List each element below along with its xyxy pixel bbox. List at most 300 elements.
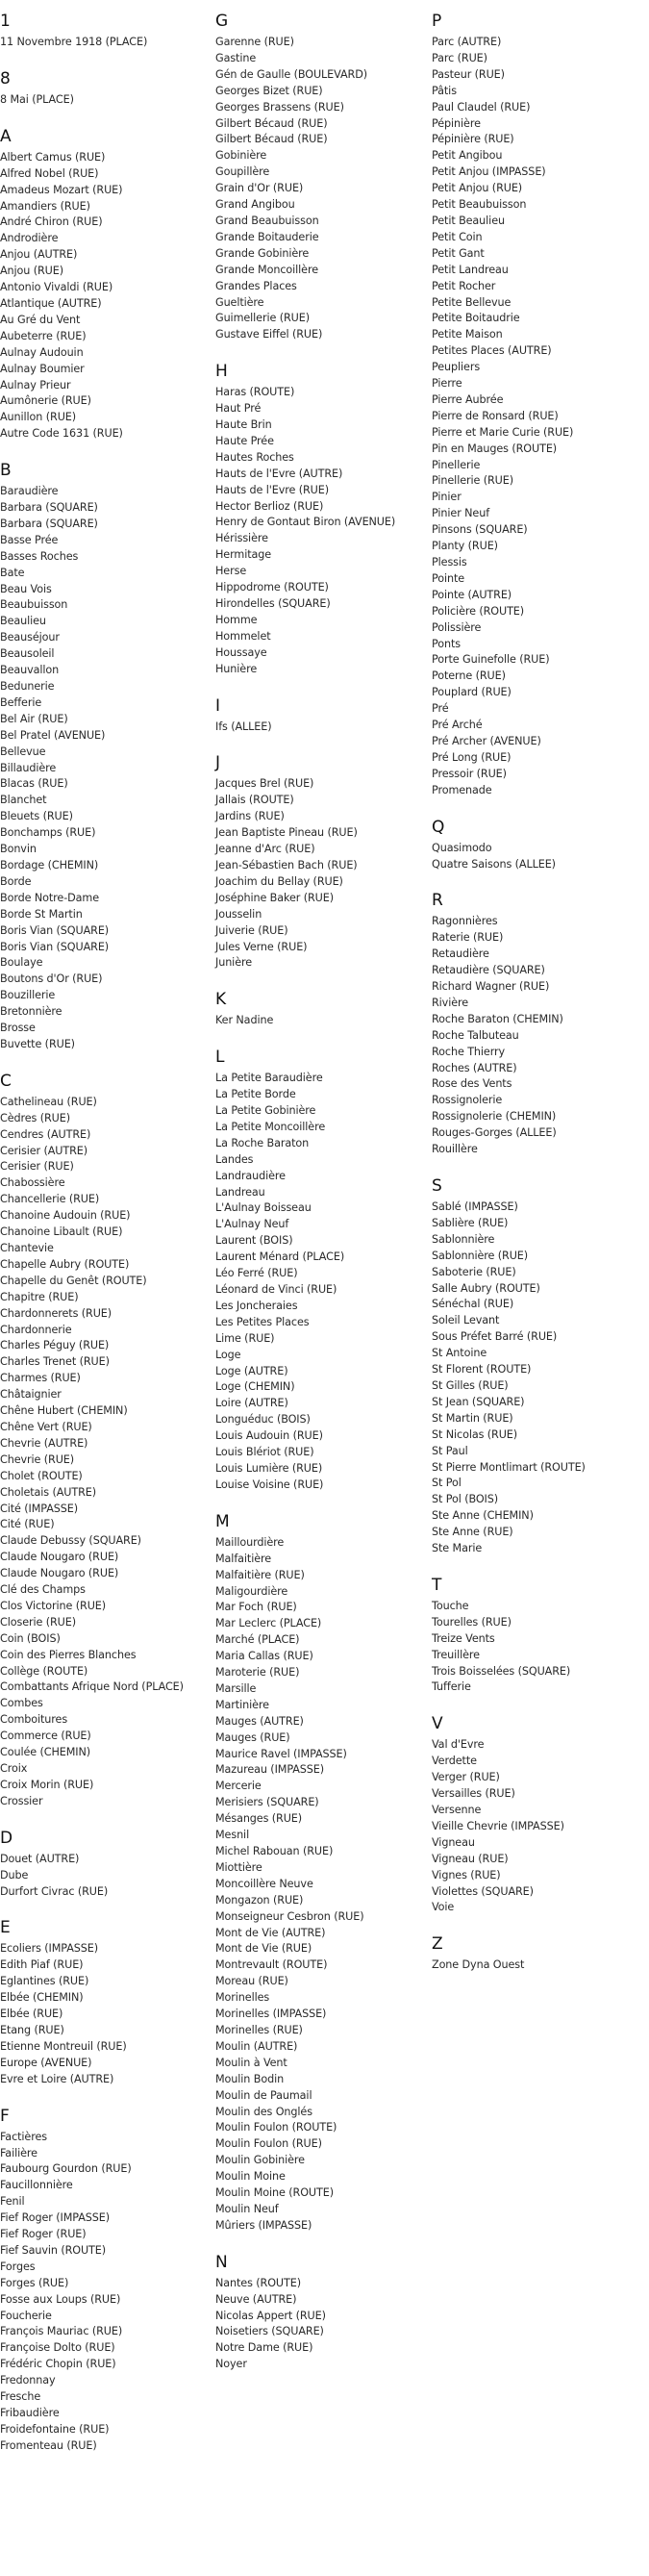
street-name-item: Clos Victorine (RUE) [0,1599,107,1612]
street-name-item: François Mauriac (RUE) [0,2325,123,2338]
street-name-item: Mar Foch (RUE) [215,1601,297,1614]
street-name-item: Mar Leclerc (PLACE) [215,1617,322,1630]
street-name-item: Moncoillère Neuve [215,1877,313,1890]
street-name-item: Pouplard (RUE) [432,686,512,699]
street-name-item: Miottière [215,1860,262,1874]
street-name-item: Chabossière [0,1176,65,1190]
street-name-item: Sénéchal (RUE) [432,1298,514,1311]
street-name-item: Bel Air (RUE) [0,712,68,725]
street-name-item: Chevrie (RUE) [0,1452,75,1466]
street-name-item: Touche [432,1599,469,1612]
street-name-item: Froidefontaine (RUE) [0,2422,110,2436]
street-name-item: Forges (RUE) [0,2276,69,2289]
street-name-item: Hector Berlioz (RUE) [215,499,324,513]
street-name-item: Aubeterre (RUE) [0,329,87,342]
street-name-item: Noisetiers (SQUARE) [215,2325,324,2338]
street-name-item: L'Aulnay Neuf [215,1218,289,1231]
street-name-item: Jardins (RUE) [215,810,285,823]
street-name-item: Petit Angibou [432,149,503,163]
street-name-item: Aulnay Prieur [0,378,71,391]
street-name-item: Durfort Civrac (RUE) [0,1884,109,1898]
section-letter-heading: I [215,695,221,716]
street-name-item: Etang (RUE) [0,2023,64,2036]
street-name-item: Moulin Bodin [215,2072,285,2085]
street-name-item: Haute Brin [215,418,272,432]
street-name-item: Loge (AUTRE) [215,1364,288,1377]
street-name-item: Beausoleil [0,647,55,661]
street-name-item: Bel Pratel (AVENUE) [0,728,106,742]
section-letter-heading: P [432,12,442,31]
street-name-item: Fosse aux Loups (RUE) [0,2292,121,2306]
street-name-item: Befferie [0,695,42,709]
street-name-item: Croix [0,1762,28,1775]
street-name-item: Juiverie (RUE) [215,923,288,937]
street-name-item: Petit Beaubuisson [432,198,527,212]
street-name-item: Landraudière [215,1169,286,1182]
section-letter-heading: N [215,2252,228,2272]
street-name-item: Loge (CHEMIN) [215,1380,295,1394]
street-name-item: St Paul [432,1444,468,1457]
street-name-item: Borde [0,874,32,888]
street-name-item: Choletais (AUTRE) [0,1485,97,1499]
street-name-item: Claude Debussy (SQUARE) [0,1534,141,1548]
street-name-item: Pressoir (RUE) [432,767,507,780]
street-name-item: Aunillon (RUE) [0,411,77,424]
street-name-item: Landreau [215,1185,265,1199]
street-name-item: Bellevue [0,745,46,758]
street-name-item: Plessis [432,556,467,568]
street-name-item: Hommelet [215,629,271,643]
section-letter-heading: H [215,362,228,382]
street-name-item: Treize Vents [432,1631,495,1645]
street-name-item: Forges [0,2260,36,2273]
street-name-item: Haras (ROUTE) [215,386,295,399]
street-name-item: Pinellerie [432,458,481,471]
street-name-item: Coin (BOIS) [0,1631,61,1645]
street-name-item: Douet (AUTRE) [0,1852,80,1865]
street-name-item: Chanoine Audouin (RUE) [0,1209,131,1223]
street-name-item: Baraudière [0,485,59,498]
street-name-item: Treuillère [432,1648,480,1661]
street-name-item: Mauges (RUE) [215,1730,290,1744]
street-name-item: Bonchamps (RUE) [0,826,96,840]
street-name-item: Crossier [0,1794,43,1807]
street-name-item: Jules Verne (RUE) [215,940,308,953]
letter-group [432,12,634,799]
street-name-item: Boris Vian (SQUARE) [0,923,110,937]
street-name-item: Maurice Ravel (IMPASSE) [215,1747,347,1760]
street-name-item: Barbara (SQUARE) [0,501,98,515]
street-name-item: Pré Archer (AVENUE) [432,734,541,747]
street-name-item: Bedunerie [0,680,55,693]
street-name-item: Pin en Mauges (ROUTE) [432,442,558,455]
street-name-item: Fenil [0,2195,25,2209]
street-name-item: Verdette [432,1755,477,1768]
street-name-item: La Petite Gobinière [215,1104,316,1118]
street-name-item: Hauts de l'Evre (AUTRE) [215,467,343,480]
street-name-item: Borde St Martin [0,907,83,921]
street-name-item: Fief Roger (RUE) [0,2228,87,2241]
street-name-item: Maroterie (RUE) [215,1666,300,1679]
street-name-item: Europe (AVENUE) [0,2056,92,2069]
street-name-item: Laurent (BOIS) [215,1234,293,1248]
section-letter-heading: B [0,461,12,481]
street-name-item: Boris Vian (SQUARE) [0,940,110,953]
street-name-item: Pierre et Marie Curie (RUE) [432,425,574,439]
street-name-item: Landes [215,1152,254,1166]
street-list [0,1852,202,1901]
street-name-item: Hirondelles (SQUARE) [215,597,331,610]
street-name-item: Retaudière (SQUARE) [432,964,545,977]
street-name-item: Moulin à Vent [215,2056,287,2069]
letter-group [432,891,634,1158]
street-name-item: Monseigneur Cesbron (RUE) [215,1909,364,1923]
street-name-item: St Antoine [432,1347,487,1360]
street-name-item: Moulin Moine (ROUTE) [215,2186,334,2200]
street-name-item: Chantevie [0,1242,54,1254]
street-name-item: Pinier [432,491,462,504]
street-name-item: Rossignolerie [432,1094,503,1107]
street-name-item: Faucillonnière [0,2179,73,2192]
letter-group [215,12,417,343]
street-name-item: Rouges-Gorges (ALLEE) [432,1126,557,1140]
street-name-item: Promenade [432,783,492,796]
street-name-item: Louis Audouin (RUE) [215,1429,323,1443]
street-name-item: Louise Voisine (RUE) [215,1477,324,1491]
street-name-item: Chardonnerets (RUE) [0,1306,112,1320]
section-letter-heading: E [0,1918,11,1938]
street-name-item: Verger (RUE) [432,1771,500,1784]
street-name-item: Porte Guinefolle (RUE) [432,653,550,667]
street-name-item: La Petite Moncoillère [215,1120,326,1133]
street-name-item: Marsille [215,1681,257,1695]
street-name-item: Hermitage [215,548,272,562]
street-name-item: Petit Gant [432,246,485,260]
street-name-item: Amandiers (RUE) [0,199,90,213]
letter-group [432,818,634,873]
street-name-item: Rose des Vents [432,1077,512,1091]
street-name-item: Pré Long (RUE) [432,750,512,764]
section-letter-heading: S [432,1176,442,1196]
street-list [0,2130,202,2455]
street-name-item: Longuéduc (BOIS) [215,1413,311,1427]
street-name-item: St Pol [432,1477,462,1490]
street-name-item: Merisiers (SQUARE) [215,1796,319,1809]
street-name-item: Rouillère [432,1143,478,1156]
street-name-item: Versenne [432,1804,482,1816]
street-name-item: Polissière [432,620,482,634]
street-name-item: Marché (PLACE) [215,1633,300,1647]
street-name-item: Roche Talbuteau [432,1028,519,1042]
street-name-item: La Roche Baraton [215,1136,310,1149]
street-name-item: Parc (RUE) [432,51,487,64]
street-name-item: Georges Bizet (RUE) [215,84,323,97]
street-name-item: Versailles (RUE) [432,1787,515,1801]
letter-group [0,1829,202,1901]
street-name-item: Jacques Brel (RUE) [215,777,314,791]
section-letter-heading: C [0,1071,12,1091]
street-name-item: Neuve (AUTRE) [215,2292,297,2306]
street-name-item: Pierre de Ronsard (RUE) [432,409,559,422]
street-name-item: Eglantines (RUE) [0,1975,89,1988]
street-name-item: Laurent Ménard (PLACE) [215,1250,345,1264]
street-name-item: Paul Claudel (RUE) [432,100,531,114]
street-name-item: Cerisier (RUE) [0,1160,74,1174]
street-name-item: Tufferie [432,1680,471,1694]
street-name-item: Roche Thierry [432,1045,506,1058]
street-name-item: Garenne (RUE) [215,36,294,48]
street-name-item: Moulin de Paumail [215,2088,312,2102]
letter-group [432,1176,634,1557]
street-list [0,92,202,109]
letter-group [0,1072,202,1810]
street-name-item: Aulnay Boumier [0,362,85,375]
street-name-item: Sablé (IMPASSE) [432,1200,518,1213]
street-name-item: Vigneau (RUE) [432,1852,509,1865]
street-name-item: Barbara (SQUARE) [0,517,98,530]
street-name-item: Petite Boitaudrie [432,312,520,325]
street-list [432,1737,634,1916]
street-name-item: Roche Baraton (CHEMIN) [432,1012,563,1025]
street-name-item: 8 Mai (PLACE) [0,92,74,106]
street-name-item: Jean Baptiste Pineau (RUE) [215,826,358,840]
street-list [432,1599,634,1696]
street-name-item: St Jean (SQUARE) [432,1395,525,1408]
street-name-item: Fromenteau (RUE) [0,2438,97,2452]
street-name-item: Pinier Neuf [432,507,490,520]
street-list [215,776,417,972]
street-name-item: Bouzillerie [0,989,56,1002]
street-name-item: Grain d'Or (RUE) [215,182,304,195]
street-name-item: Bordage (CHEMIN) [0,858,99,871]
street-name-item: Montrevault (ROUTE) [215,1958,328,1972]
street-name-item: Haute Prée [215,434,274,447]
letter-group [215,990,417,1029]
street-name-item: Elbée (CHEMIN) [0,1991,84,2005]
street-name-item: Loge [215,1348,241,1361]
street-name-item: Val d'Evre [432,1738,485,1752]
street-name-item: Ste Marie [432,1542,483,1555]
street-name-item: Châtaignier [0,1388,62,1402]
street-name-item: Petit Coin [432,230,483,243]
street-name-item: Hautes Roches [215,450,294,464]
street-name-item: Mésanges (RUE) [215,1812,303,1826]
street-name-item: Herse [215,565,247,578]
street-name-item: Ifs (ALLEE) [215,720,272,733]
street-name-item: Quasimodo [432,841,492,854]
street-name-item: Lime (RUE) [215,1331,275,1345]
section-letter-heading: Z [432,1934,443,1955]
street-name-item: Atlantique (AUTRE) [0,296,102,310]
street-name-item: Pierre [432,377,462,391]
street-name-item: Chanoine Libault (RUE) [0,1225,123,1239]
street-name-item: Rossignolerie (CHEMIN) [432,1110,557,1124]
street-name-item: La Petite Borde [215,1088,296,1101]
column-3 [432,12,634,1992]
street-name-item: Pinsons (SQUARE) [432,523,528,537]
street-list [432,1957,634,1974]
street-list [215,385,417,677]
street-name-item: Trois Boisselées (SQUARE) [432,1664,571,1678]
street-name-item: Beauséjour [0,631,60,644]
street-name-item: Sous Préfet Barré (RUE) [432,1330,558,1344]
street-name-item: Coin des Pierres Blanches [0,1648,137,1661]
street-list [215,720,417,736]
street-name-item: Noyer [215,2358,247,2371]
street-list [215,2276,417,2373]
street-name-item: Fresche [0,2390,41,2404]
street-name-item: Grande Gobinière [215,246,310,260]
street-name-item: Parc (AUTRE) [432,36,502,48]
street-name-item: Beauvallon [0,664,60,677]
street-name-item: Petit Landreau [432,263,509,276]
street-name-item: Dube [0,1868,29,1881]
street-name-item: Malfaitière [215,1552,272,1565]
street-name-item: Moulin Foulon (ROUTE) [215,2121,337,2134]
street-name-item: St Florent (ROUTE) [432,1363,532,1376]
street-name-item: Junière [215,956,253,970]
letter-group [432,1576,634,1696]
street-name-item: Pré Arché [432,719,483,732]
street-name-item: Aulnay Audouin [0,345,84,359]
street-name-item: Grande Moncoillère [215,263,318,276]
street-name-item: Moulin Moine [215,2170,286,2184]
letter-group [215,1512,417,2235]
street-name-item: Peupliers [432,361,481,374]
letter-group [215,696,417,736]
street-name-item: Salle Aubry (ROUTE) [432,1281,540,1295]
street-name-item: Pâtis [432,84,457,97]
street-name-item: Elbée (RUE) [0,2008,63,2021]
letter-group [0,127,202,442]
street-name-item: Beau Vois [0,582,52,595]
street-name-item: Roches (AUTRE) [432,1061,517,1074]
street-name-item: Mazureau (IMPASSE) [215,1763,325,1777]
street-name-item: St Pol (BOIS) [432,1493,499,1506]
street-name-item: Commerce (RUE) [0,1730,91,1743]
street-list [0,150,202,442]
street-name-item: Basses Roches [0,549,79,563]
street-name-item: Alfred Nobel (RUE) [0,166,99,180]
street-name-item: Cathelineau (RUE) [0,1095,97,1108]
section-letter-heading: R [432,891,443,911]
street-name-item: Vieille Chevrie (IMPASSE) [432,1819,564,1832]
street-name-item: Ecoliers (IMPASSE) [0,1942,98,1956]
street-name-item: Raterie (RUE) [432,931,504,945]
street-name-item: Factières [0,2130,47,2143]
section-letter-heading: D [0,1828,13,1848]
street-name-item: Basse Prée [0,533,59,546]
column-2 [215,12,417,2391]
street-name-item: Borde Notre-Dame [0,891,99,904]
street-name-item: Cité (IMPASSE) [0,1502,78,1515]
section-letter-heading: K [215,990,227,1010]
street-name-item: Androdière [0,232,59,245]
street-name-item: Guimellerie (RUE) [215,312,310,325]
street-name-item: Petit Rocher [432,279,496,292]
street-name-item: Cholet (ROUTE) [0,1469,83,1482]
street-name-item: Aumônerie (RUE) [0,394,91,408]
street-name-item: Moreau (RUE) [215,1975,288,1988]
street-name-item: Fief Sauvin (ROUTE) [0,2243,107,2257]
street-list [0,1941,202,2087]
letter-group [215,753,417,972]
street-name-item: Beaulieu [0,615,46,628]
street-name-item: Pré [432,702,449,716]
street-name-item: Tourelles (RUE) [432,1615,512,1629]
street-name-item: Blacas (RUE) [0,777,68,791]
street-name-item: Amadeus Mozart (RUE) [0,183,123,196]
street-list [0,1095,202,1810]
street-name-item: Ste Anne (RUE) [432,1526,513,1539]
street-name-item: St Nicolas (RUE) [432,1427,518,1441]
street-name-item: Anjou (AUTRE) [0,248,78,262]
street-name-item: Bleuets (RUE) [0,810,73,823]
street-name-item: Fribaudière [0,2407,60,2419]
street-name-item: Billaudière [0,761,57,774]
street-name-item: Foucherie [0,2309,52,2322]
street-name-item: Poterne (RUE) [432,669,506,683]
section-letter-heading: F [0,2106,10,2126]
street-name-item: Houssaye [215,645,267,659]
street-name-item: Hauts de l'Evre (RUE) [215,483,329,496]
street-name-item: Nicolas Appert (RUE) [215,2309,326,2322]
street-name-item: Combes [0,1697,43,1710]
section-letter-heading: 1 [0,12,11,31]
street-name-item: Collège (ROUTE) [0,1664,88,1678]
street-name-item: Closerie (RUE) [0,1615,76,1629]
section-letter-heading: 8 [0,68,11,88]
street-name-item: Petite Maison [432,328,503,341]
street-name-item: Martinière [215,1698,269,1711]
street-name-item: Petit Beaulieu [432,214,505,227]
section-letter-heading: V [432,1714,443,1734]
street-name-item: Ste Anne (CHEMIN) [432,1509,534,1523]
letter-group [0,461,202,1053]
street-name-item: Grandes Places [215,279,297,292]
letter-group [0,12,202,51]
street-name-item: Etienne Montreuil (RUE) [0,2039,127,2053]
street-name-item: Gustave Eiffel (RUE) [215,328,323,341]
street-name-item: Quatre Saisons (ALLEE) [432,857,556,871]
street-name-item: Combattants Afrique Nord (PLACE) [0,1680,184,1694]
street-name-item: St Martin (RUE) [432,1411,513,1425]
street-name-item: Zone Dyna Ouest [432,1958,525,1972]
street-name-item: Moulin des Onglés [215,2105,312,2118]
street-name-item: Joachim du Bellay (RUE) [215,874,343,888]
street-name-item: Jousselin [215,907,262,921]
street-name-item: Gén de Gaulle (BOULEVARD) [215,67,367,81]
street-name-item: L'Aulnay Boisseau [215,1201,312,1215]
street-name-item: Claude Nougaro (RUE) [0,1551,119,1564]
section-letter-heading: G [215,12,229,31]
street-name-item: Moulin Gobinière [215,2154,305,2167]
street-name-item: Pointe [432,571,465,585]
street-name-item: Evre et Loire (AUTRE) [0,2072,114,2085]
street-name-item: Bonvin [0,843,37,856]
street-name-item: Au Gré du Vent [0,313,81,326]
street-name-item: Faubourg Gourdon (RUE) [0,2162,132,2176]
street-list [0,484,202,1053]
street-name-item: Hippodrome (ROUTE) [215,581,329,594]
street-name-item: St Pierre Montlimart (ROUTE) [432,1460,586,1474]
street-name-item: Louis Lumière (RUE) [215,1461,323,1475]
street-list [215,1071,417,1494]
street-name-item: La Petite Baraudière [215,1072,323,1085]
street-name-item: Rivière [432,996,469,1009]
letter-group [0,2107,202,2455]
street-name-item: Vignes (RUE) [432,1868,501,1881]
